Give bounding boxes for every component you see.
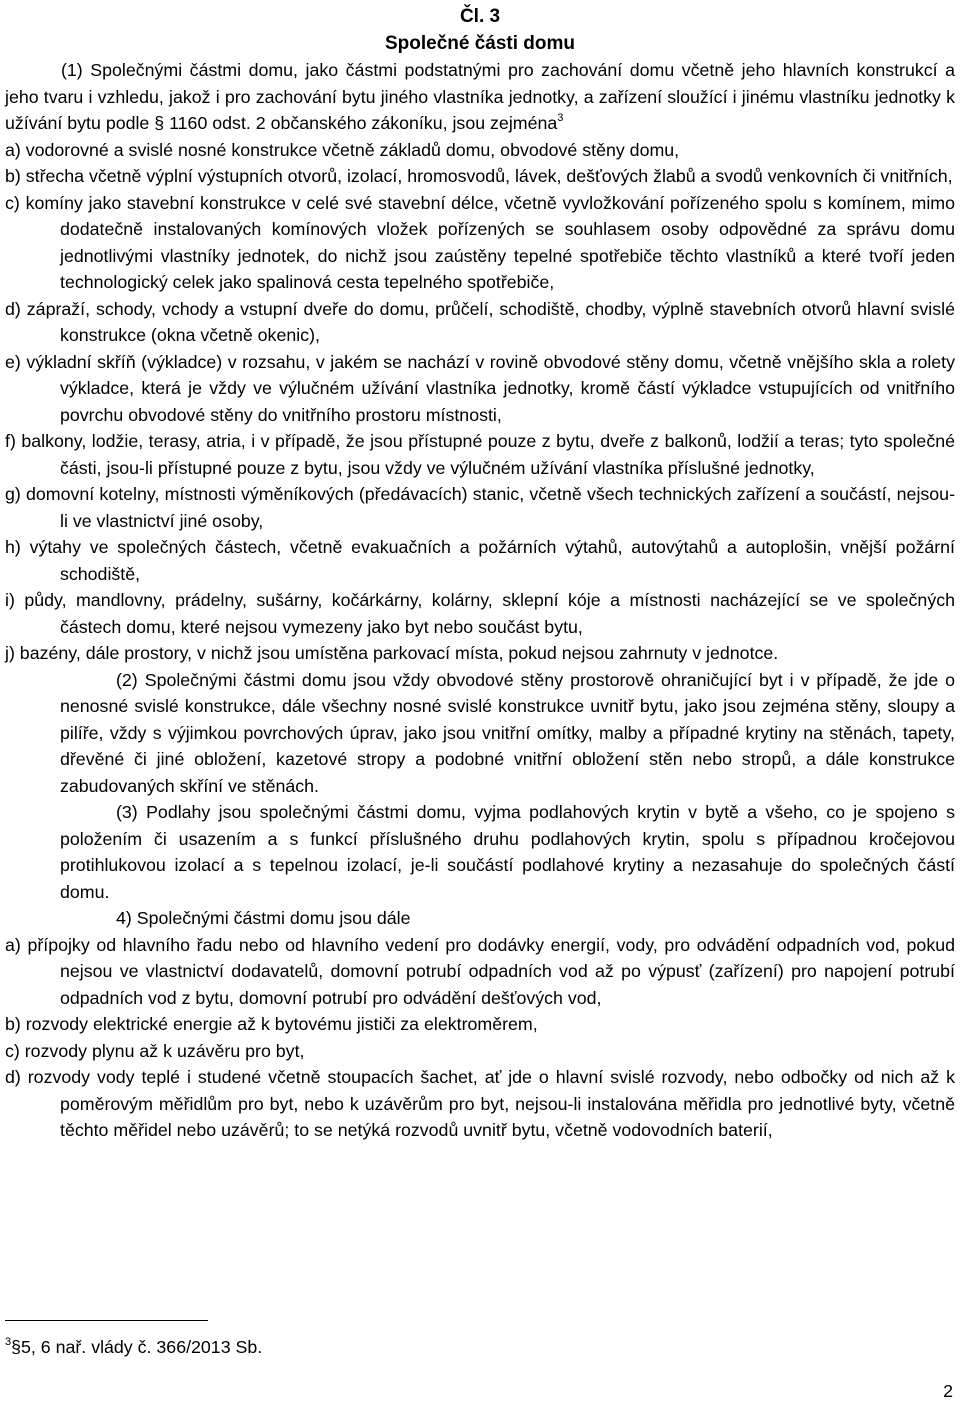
section-4-intro: 4) Společnými částmi domu jsou dále — [116, 908, 411, 928]
list-item: c) rozvody plynu až k uzávěru pro byt, — [5, 1040, 305, 1061]
list-item: a) přípojky od hlavního řadu nebo od hlavního vedení pro dodávky energií, vody, pro odvádění odpadních vod, pokud nejsou ve vlastnictví dodavatelů, domovní potrubí odpadních vod až po výpusť (zařízení) pro napojení potrubí odpadních vod z bytu, domovní potrubí pro odvádění dešťových vod, — [5, 934, 955, 1008]
footnote-text: §5, 6 nař. vlády č. 366/2013 Sb. — [11, 1337, 263, 1357]
list-item: c) komíny jako stavební konstrukce v celé své stavební délce, včetně vyvložkování pořízeného spolu s komínem, mimo dodatečně instalovaných komínových vložek pořízených se souhlasem osoby odpovědné za správu domu jednotlivými vlastníky jednotek, do nichž jsou zaústěny tepelné spotřebiče těchto vlastníků a které tvoří jeden technologický celek jako spalinová cesta tepelného spotřebiče, — [5, 192, 955, 292]
section-1-intro-text: (1) Společnými částmi domu, jako částmi podstatnými pro zachování domu včetně jeho hlavních konstrukcí a jeho tvaru i vzhledu, jakož i pro zachování bytu jiného vlastníka jednotky, a zařízení sloužící i jinému vlastníku jednotky k užívání bytu podle § 1160 odst. 2 občanského zákoníku, jsou zejména — [5, 60, 955, 133]
article-title: Společné části domu — [384, 33, 576, 54]
section-2: (2) Společnými částmi domu jsou vždy obvodové stěny prostorově ohraničující byt i v případě, že jde o nenosné svislé konstrukce, dále všechny nosné svislé konstrukce uvnitř bytu, jako jsou zejména stěny, sloupy a pilíře, vždy s výjimkou povrchových úprav, jako jsou vnitřní omítky, malby a případné krytiny na stěnách, tapety, dřevěné či jiné obložení, kazetové stropy a podobné vnitřní obložení stěn nebo stropů, a dále konstrukce zabudovaných skříní ve stěnách. — [60, 669, 955, 796]
list-item: b) rozvody elektrické energie až k bytovému jističi za elektroměrem, — [5, 1014, 538, 1034]
list-item: d) rozvody vody teplé i studené včetně stoupacích šachet, ať jde o hlavní svislé rozvody, nebo odbočky od nich až k poměrovým měřidlům pro byt, nebo k uzávěrům pro byt, nejsou-li instalována měřidla pro jednotlivé byty, včetně těchto měřidel nebo uzávěrů; to se netýká rozvodů uvnitř bytu, včetně vodovodních baterií, — [5, 1067, 955, 1140]
list-item: f) balkony, lodžie, terasy, atria, i v případě, že jsou přístupné pouze z bytu, dveře z balkonů, lodžií a teras; tyto společné části, jsou-li přístupné pouze z bytu, jsou vždy ve výlučném užívání vlastníka příslušné jednotky, — [5, 431, 955, 478]
section-3: (3) Podlahy jsou společnými částmi domu, vyjma podlahových krytin v bytě a všeho, co je spojeno s položením či usazením a s funkcí příslušného druhu podlahových krytin, spolu s případnou kročejovou protihlukovou izolací a s tepelnou izolací, je-li součástí podlahové krytiny a nezasahuje do společných částí domu. — [60, 802, 955, 902]
list-item: g) domovní kotelny, místnosti výměníkových (předávacích) stanic, včetně všech technických zařízení a součástí, nejsou-li ve vlastnictví jiné osoby, — [5, 484, 955, 531]
footnote-reference: 3 — [557, 112, 564, 124]
list-item: h) výtahy ve společných částech, včetně evakuačních a požárních výtahů, autovýtahů a autoplošin, vnější požární schodiště, — [5, 537, 955, 584]
footnote — [5, 1334, 262, 1360]
list-item: e) výkladní skříň (výkladce) v rozsahu, v jakém se nachází v rovině obvodové stěny domu, včetně vnějšího skla a rolety výkladce, která je vždy ve výlučném užívání vlastníka jednotky, kromě částí výkladce vstupujících od vnitřního povrchu obvodové stěny do vnitřního prostoru místnosti, — [5, 351, 955, 425]
article-body — [0, 57, 960, 1144]
list-item: i) půdy, mandlovny, prádelny, sušárny, kočárkárny, kolárny, sklepní kóje a místnosti nacházející se ve společných částech domu, které nejsou vymezeny jako byt nebo součást bytu, — [5, 590, 955, 637]
list-item: b) střecha včetně výplní výstupních otvorů, izolací, hromosvodů, lávek, dešťových žlabů a svodů venkovních či vnitřních, — [5, 166, 953, 186]
footnote-marker: 3 — [5, 1336, 12, 1348]
list-item: j) bazény, dále prostory, v nichž jsou umístěna parkovací místa, pokud nejsou zahrnuty v jednotce. — [5, 643, 779, 663]
page-number: 2 — [943, 1381, 953, 1401]
list-item: a) vodorovné a svislé nosné konstrukce včetně základů domu, obvodové stěny domu, — [5, 139, 680, 160]
article-number: Čl. 3 — [459, 6, 501, 27]
section-1-intro — [5, 57, 955, 137]
footnote-separator — [5, 1320, 208, 1321]
list-item: d) zápraží, schody, vchody a vstupní dveře do domu, průčelí, schodiště, chodby, výplně stavebních otvorů hlavní svislé konstrukce (okna včetně okenic), — [5, 298, 955, 345]
